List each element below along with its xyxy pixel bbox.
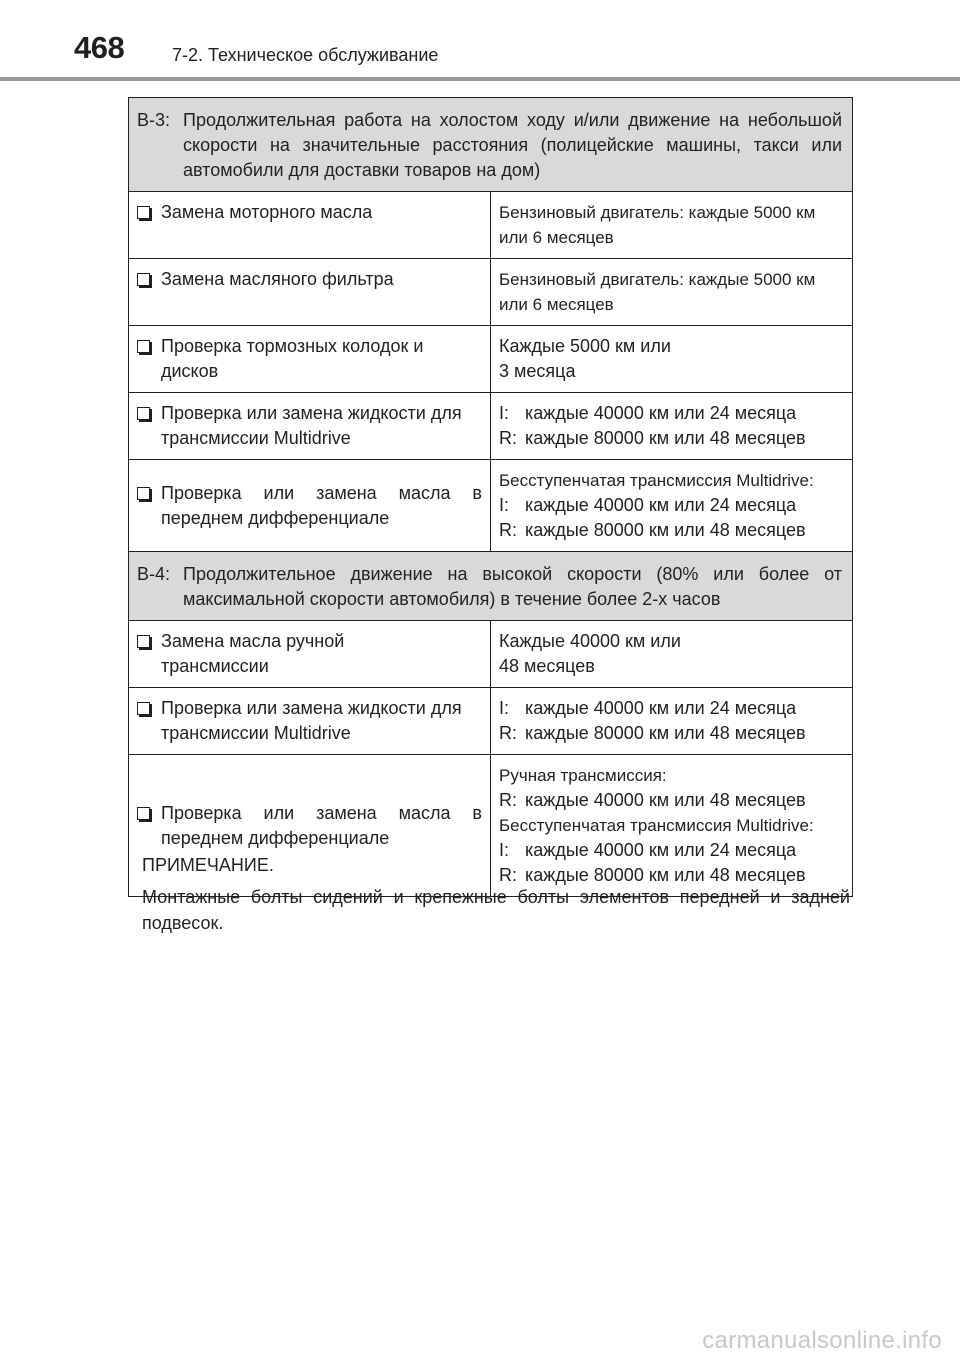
- interval-cell: [491, 259, 853, 326]
- table-row: [129, 688, 853, 755]
- interval-value: каждые 40000 км или 24 месяца: [525, 495, 797, 515]
- interval-cell: [491, 192, 853, 259]
- item-cell: [129, 259, 491, 326]
- item-label: Проверка или замена жидкости для трансмиссии Multidrive: [161, 403, 462, 448]
- group-header-row: [129, 552, 853, 621]
- interval-value: каждые 40000 км или 48 месяцев: [525, 790, 806, 810]
- item-cell: [129, 326, 491, 393]
- interval-key: R:: [499, 428, 517, 448]
- item-label: Проверка или замена масла в переднем дифференциале: [161, 482, 482, 528]
- group-code: B-4:: [137, 564, 171, 584]
- item-cell: [129, 393, 491, 460]
- page-number: 468: [74, 30, 125, 65]
- group-header: [129, 552, 853, 621]
- item-cell: [129, 621, 491, 688]
- table-row: [129, 460, 853, 552]
- interval-key: R:: [499, 865, 517, 885]
- item-cell: [129, 460, 491, 552]
- maintenance-table: [128, 97, 853, 897]
- interval-cell: [491, 688, 853, 755]
- interval-line: Каждые 40000 км или: [499, 631, 681, 651]
- interval-value: каждые 40000 км или 24 месяца: [525, 698, 797, 718]
- page-header: [0, 0, 960, 82]
- interval-line: 48 месяцев: [499, 656, 595, 676]
- item-label: Замена масла ручной трансмиссии: [161, 631, 345, 676]
- table-row: [129, 192, 853, 259]
- interval-value: каждые 40000 км или 24 месяца: [525, 403, 797, 423]
- interval-key: I:: [499, 495, 510, 515]
- item-label: Замена моторного масла: [161, 202, 373, 222]
- item-label: Проверка тормозных колодок и дисков: [161, 336, 424, 381]
- interval-key: I:: [499, 403, 510, 423]
- interval-cell: [491, 393, 853, 460]
- interval-key: I:: [499, 698, 510, 718]
- interval-line: Бензиновый двигатель: каждые 5000 км: [499, 270, 816, 289]
- item-label: Проверка или замена масла в переднем дифференциале: [161, 802, 482, 848]
- checkbox-icon: [137, 629, 161, 679]
- note-title: ПРИМЕЧАНИЕ.: [142, 855, 274, 875]
- interval-key: R:: [499, 790, 517, 810]
- header-divider: [0, 77, 960, 81]
- checkbox-icon: [137, 696, 161, 746]
- checkbox-icon: [137, 267, 161, 292]
- note-body: Монтажные болты сидений и крепежные болты элементов передней и задней подвесок.: [142, 887, 850, 933]
- checkbox-icon: [137, 401, 161, 451]
- table-row: [129, 259, 853, 326]
- table-row: [129, 326, 853, 393]
- interval-value: каждые 80000 км или 48 месяцев: [525, 428, 806, 448]
- checkbox-icon: [137, 481, 161, 531]
- interval-key: R:: [499, 723, 517, 743]
- checkbox-icon: [137, 200, 161, 225]
- item-cell: [129, 192, 491, 259]
- group-code: B-3:: [137, 110, 171, 130]
- checkbox-icon: [137, 334, 161, 384]
- interval-key: R:: [499, 520, 517, 540]
- group-description: Продолжительная работа на холостом ходу и/или движение на небольшой скорости на значительные расстояния (полицейские машины, такси или автомобили для доставки товаров на дом): [183, 110, 842, 180]
- group-description: Продолжительное движение на высокой скорости (80% или более от максимальной скорости автомобиля) в течение более 2-х часов: [183, 564, 842, 609]
- watermark: carmanualsonline.info: [702, 1327, 942, 1354]
- interval-line: или 6 месяцев: [499, 295, 614, 314]
- checkbox-icon: [137, 801, 161, 851]
- interval-cell: [491, 621, 853, 688]
- interval-cell: [491, 460, 853, 552]
- group-header-row: [129, 98, 853, 192]
- item-label: Замена масляного фильтра: [161, 269, 394, 289]
- interval-intro: Ручная трансмиссия:: [499, 766, 667, 785]
- table-row: [129, 393, 853, 460]
- interval-value: каждые 80000 км или 48 месяцев: [525, 865, 806, 885]
- interval-line: Каждые 5000 км или: [499, 336, 671, 356]
- interval-intro: Бесступенчатая трансмиссия Multidrive:: [499, 816, 814, 835]
- interval-cell: [491, 326, 853, 393]
- interval-value: каждые 80000 км или 48 месяцев: [525, 723, 806, 743]
- group-header: [129, 98, 853, 192]
- item-label: Проверка или замена жидкости для трансмиссии Multidrive: [161, 698, 462, 743]
- interval-line: Бензиновый двигатель: каждые 5000 км: [499, 203, 816, 222]
- section-title: 7-2. Техническое обслуживание: [172, 45, 439, 65]
- interval-intro: Бесступенчатая трансмиссия Multidrive:: [499, 471, 814, 490]
- interval-key: I:: [499, 840, 510, 860]
- interval-value: каждые 40000 км или 24 месяца: [525, 840, 797, 860]
- item-cell: [129, 688, 491, 755]
- table-row: [129, 621, 853, 688]
- interval-line: 3 месяца: [499, 361, 576, 381]
- interval-value: каждые 80000 км или 48 месяцев: [525, 520, 806, 540]
- interval-line: или 6 месяцев: [499, 228, 614, 247]
